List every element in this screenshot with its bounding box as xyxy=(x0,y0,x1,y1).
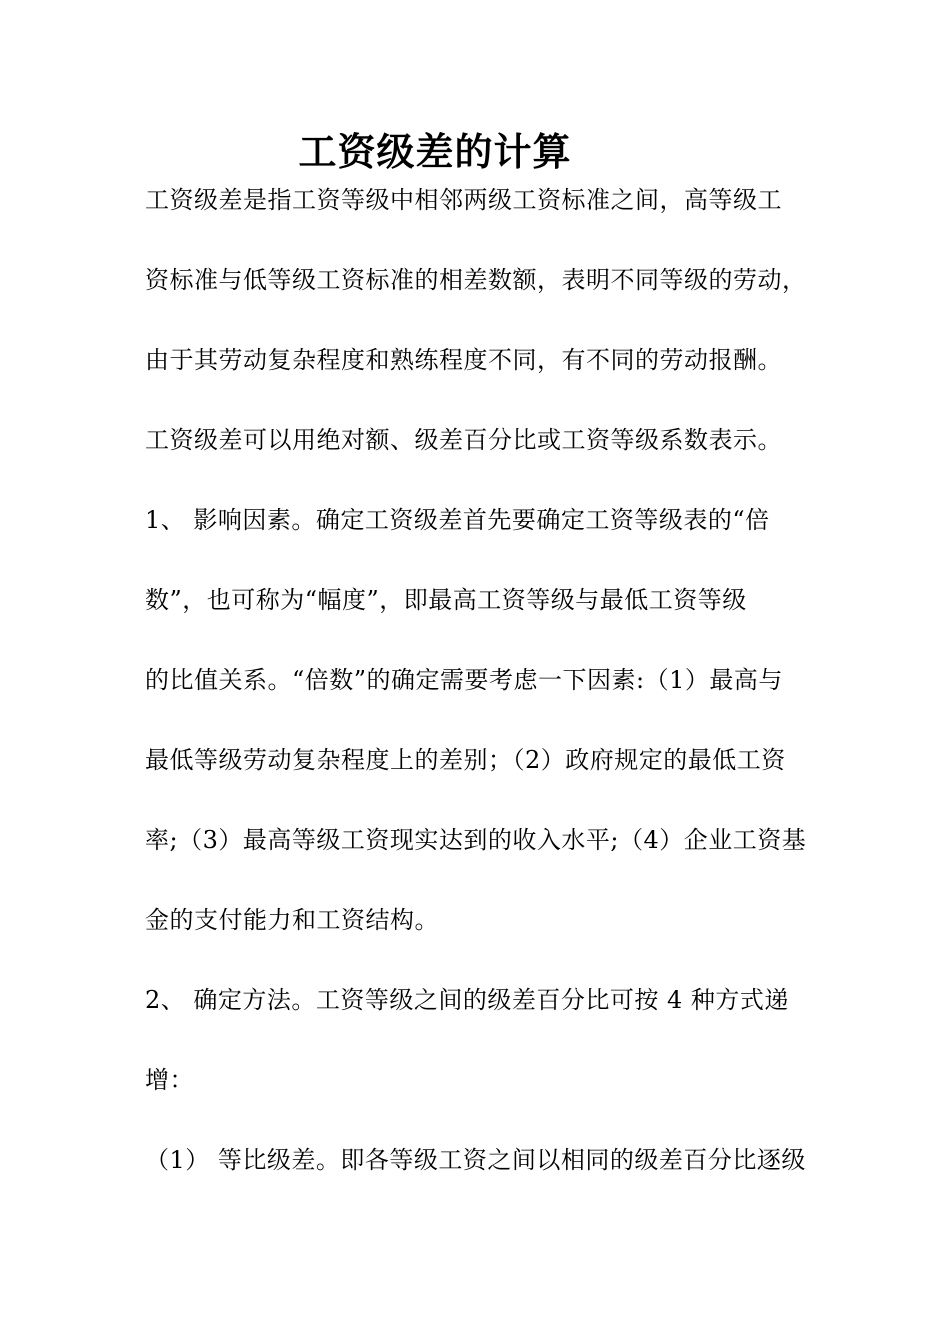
paragraph-line: 由于其劳动复杂程度和熟练程度不同，有不同的劳动报酬。 xyxy=(145,346,782,374)
paragraph-line: （1） 等比级差。即各等级工资之间以相同的级差百分比逐级 xyxy=(145,1146,806,1174)
paragraph-line: 2、 确定方法。工资等级之间的级差百分比可按 4 种方式递 xyxy=(145,986,789,1014)
paragraph-line: 的比值关系。“倍数”的确定需要考虑一下因素:（1）最高与 xyxy=(145,666,783,694)
paragraph-line: 增： xyxy=(145,1066,194,1094)
paragraph-line: 数”，也可称为“幅度”，即最高工资等级与最低工资等级 xyxy=(145,586,747,614)
document-title: 工资级差的计算 xyxy=(298,129,572,174)
paragraph-line: 金的支付能力和工资结构。 xyxy=(145,906,439,934)
paragraph-line: 工资级差是指工资等级中相邻两级工资标准之间，高等级工 xyxy=(145,186,782,214)
paragraph-line: 资标准与低等级工资标准的相差数额，表明不同等级的劳动， xyxy=(145,266,807,294)
paragraph-line: 最低等级劳动复杂程度上的差别；（2）政府规定的最低工资 xyxy=(145,746,786,774)
paragraph-line: 率;（3）最高等级工资现实达到的收入水平;（4）企业工资基 xyxy=(145,826,807,854)
paragraph-line: 1、 影响因素。确定工资级差首先要确定工资等级表的“倍 xyxy=(145,506,770,534)
paragraph-line: 工资级差可以用绝对额、级差百分比或工资等级系数表示。 xyxy=(145,426,782,454)
